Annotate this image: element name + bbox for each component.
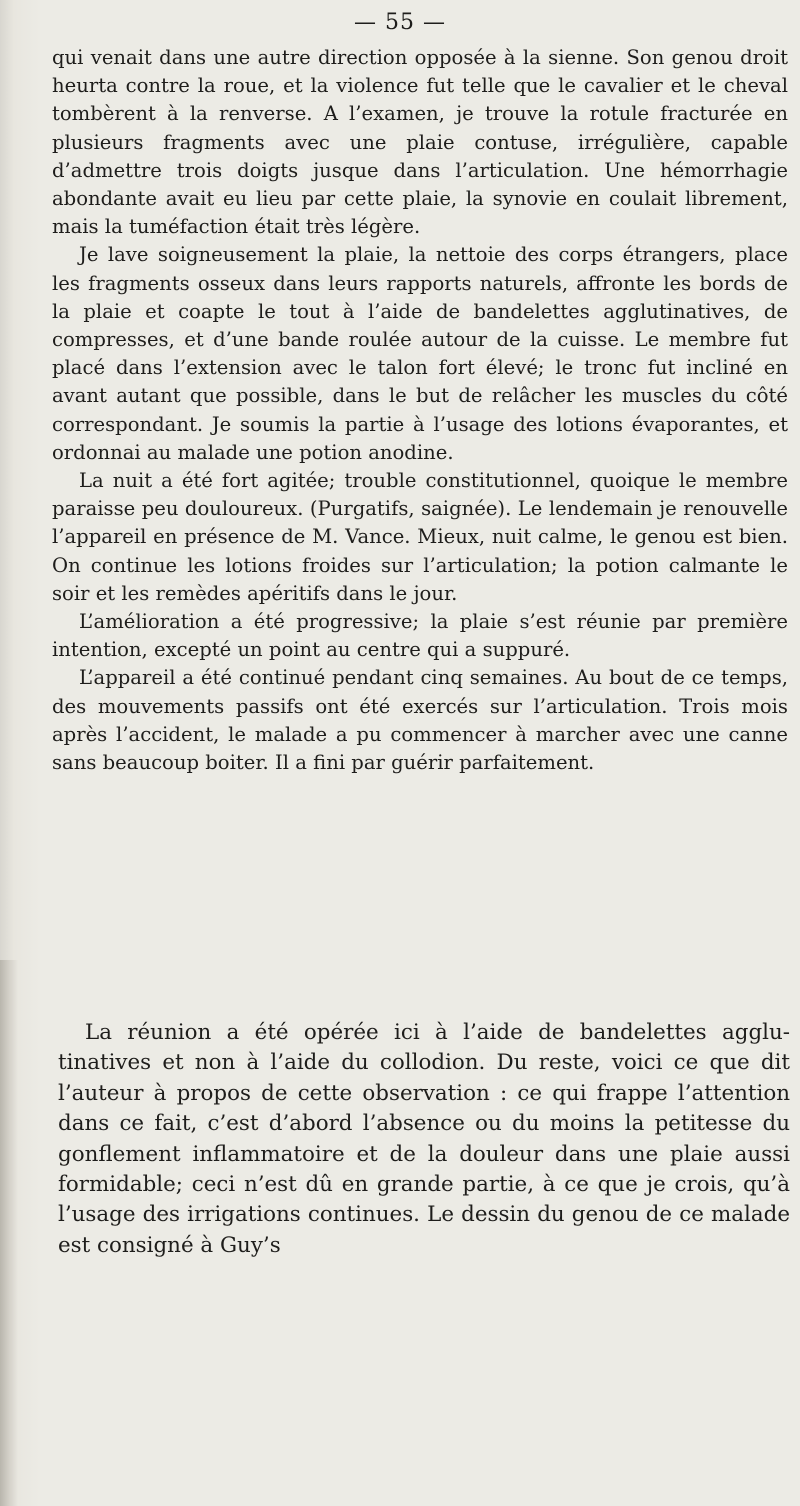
page-number: — 55 — (354, 10, 446, 35)
paragraph-recovery: L’appareil a été continué pendant cinq semaines. Au bout de ce temps, des mouvements passifs ont été exercés sur l’articulation. Trois mois après l’accident, le malade a pu commencer à marcher avec une canne sans beaucoup boiter. Il a fini par guérir parfaitement. (52, 666, 788, 775)
paragraph-improvement: L’amélioration a été progressive; la plaie s’est réunie par première intention, excepté un point au centre qui a suppuré. (52, 610, 788, 662)
page-binding-shadow (0, 960, 18, 1506)
paragraph-treatment: Je lave soigneusement la plaie, la nettoie des corps étrangers, place les fragments osseux dans leurs rapports naturels, affronte les bords de la plaie et coapte le tout à l’aide de bandelettes agglutinatives, de compresses, et d’une bande roulée autour de la cuisse. Le membre fut placé dans l’extension avec le talon fort élevé; le tronc fut incliné en avant autant que possible, dans le but de relâcher les muscles du côté correspondant. Je soumis la partie à l’usage des lotions évaporantes, et ordonnai au malade une potion anodine. (52, 243, 788, 464)
observation-text (52, 44, 788, 777)
paragraph-injury: qui venait dans une autre direction opposée à la sienne. Son genou droit heurta contre la roue, et la violence fut telle que le cavalier et le cheval tombèrent à la renverse. A l’examen, je trouve la rotule fracturée en plusieurs fragments avec une plaie contuse, irrégulière, capable d’admettre trois doigts jusque dans l’articulation. Une hémorrhagie abondante avait eu lieu par cette plaie, la synovie en coulait librement, mais la tuméfaction était très légère. (52, 46, 788, 239)
paragraph-commentary: La réunion a été opérée ici à l’aide de bandelettes agglutinatives et non à l’aide du collodion. Du reste, voici ce que dit l’auteur à propos de cette observation : ce qui frappe l’attention dans ce fait, c’est d’abord l’absence ou du moins la petitesse du gonflement inflammatoire et de la douleur dans une plaie aussi formidable; ceci n’est dû en grande partie, à ce que je crois, qu’à l’usage des irrigations continues. Le dessin du genou de ce malade est consigné à Guy’s (58, 1020, 790, 1258)
paragraph-night: La nuit a été fort agitée; trouble constitutionnel, quoique le membre paraisse peu douloureux. (Purgatifs, saignée). Le lendemain je renouvelle l’appareil en présence de M. Vance. Mieux, nuit calme, le genou est bien. On continue les lotions froides sur l’articulation; la potion calmante le soir et les remèdes apéritifs dans le jour. (52, 469, 788, 605)
commentary-text (58, 1018, 790, 1261)
